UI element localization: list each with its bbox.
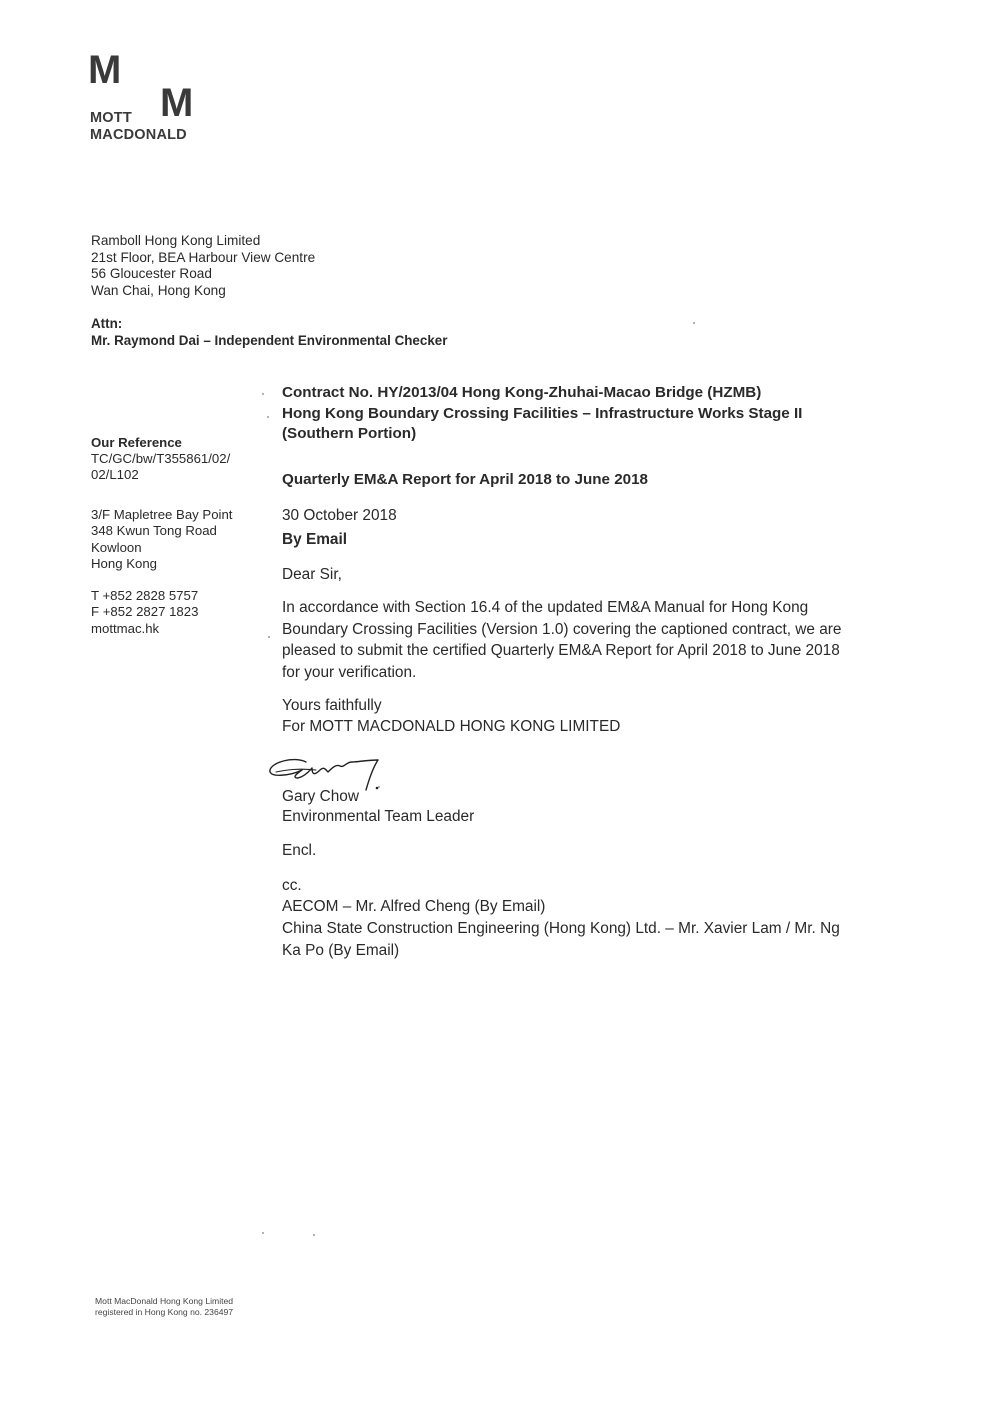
our-reference-label: Our Reference <box>91 435 182 450</box>
recipient-line: 21st Floor, BEA Harbour View Centre <box>91 249 316 265</box>
company-logo-text <box>90 110 187 144</box>
website: mottmac.hk <box>91 620 160 636</box>
recipient-address <box>91 233 315 299</box>
report-title: Quarterly EM&A Report for April 2018 to June 2018 <box>282 471 649 488</box>
logo-letter-m-bottom: M <box>160 81 194 125</box>
phone-number: T +852 2828 5757 <box>91 588 199 603</box>
closing-line: Yours faithfully <box>282 697 382 714</box>
footer-registration <box>95 1296 233 1318</box>
office-line: Kowloon <box>91 539 142 555</box>
salutation: Dear Sir, <box>282 566 342 583</box>
closing-company: For MOTT MACDONALD HONG KONG LIMITED <box>282 717 621 735</box>
subject-line: Hong Kong Boundary Crossing Facilities – Infrastructure Works Stage II <box>282 404 803 422</box>
scan-speck <box>262 1232 264 1234</box>
enclosure-note: Encl. <box>282 842 317 859</box>
cc-line: Ka Po (By Email) <box>282 942 400 959</box>
reference-line: TC/GC/bw/T355861/02/ <box>91 451 231 466</box>
attention-block <box>91 316 447 349</box>
recipient-line: 56 Gloucester Road <box>91 266 212 282</box>
closing <box>282 696 922 737</box>
recipient-line: Wan Chai, Hong Kong <box>91 282 226 298</box>
cc-line: AECOM – Mr. Alfred Cheng (By Email) <box>282 898 546 915</box>
footer-registration-number: registered in Hong Kong no. 236497 <box>95 1307 234 1317</box>
logo-line-mott: MOTT <box>90 110 132 126</box>
body-line: In accordance with Section 16.4 of the updated EM&A Manual for Hong Kong <box>282 599 809 616</box>
fax-number: F +852 2827 1823 <box>91 604 199 620</box>
subject-line: Contract No. HY/2013/04 Hong Kong-Zhuhai-Macao Bridge (HZMB) <box>282 384 762 401</box>
footer-company: Mott MacDonald Hong Kong Limited <box>95 1296 234 1306</box>
signer-name: Gary Chow <box>282 788 359 805</box>
office-line: Hong Kong <box>91 555 157 571</box>
cc-list <box>282 896 922 962</box>
scan-speck <box>693 322 695 324</box>
letter-date: 30 October 2018 <box>282 507 397 524</box>
signer-title: Environmental Team Leader <box>282 808 475 825</box>
body-line: for your verification. <box>282 663 417 681</box>
letter-subject <box>282 383 922 445</box>
attention-label: Attn: <box>91 316 123 331</box>
scan-speck <box>268 636 270 638</box>
attention-name: Mr. Raymond Dai – Independent Environmental Checker <box>91 332 448 348</box>
cc-label: cc. <box>282 877 302 894</box>
sender-contact <box>91 588 266 637</box>
our-reference-code <box>91 451 266 484</box>
reference-line: 02/L102 <box>91 467 139 483</box>
office-line: 348 Kwun Tong Road <box>91 523 217 539</box>
scan-speck <box>313 1234 315 1236</box>
letter-body <box>282 597 922 683</box>
logo-letter-m-top: M <box>88 48 122 92</box>
body-line: pleased to submit the certified Quarterly EM&A Report for April 2018 to June 2018 <box>282 642 840 659</box>
body-line: Boundary Crossing Facilities (Version 1.0) covering the captioned contract, we are <box>282 620 842 638</box>
cc-line: China State Construction Engineering (Hong Kong) Ltd. – Mr. Xavier Lam / Mr. Ng <box>282 920 840 937</box>
sender-office-address <box>91 507 266 572</box>
subject-line: (Southern Portion) <box>282 425 417 442</box>
delivery-method: By Email <box>282 531 348 548</box>
scan-speck <box>267 416 269 418</box>
scan-speck <box>262 393 264 395</box>
logo-line-macdonald: MACDONALD <box>90 127 187 143</box>
office-line: 3/F Mapletree Bay Point <box>91 507 233 522</box>
signer-block <box>282 787 922 827</box>
recipient-line: Ramboll Hong Kong Limited <box>91 233 261 248</box>
scan-speck <box>378 786 380 788</box>
